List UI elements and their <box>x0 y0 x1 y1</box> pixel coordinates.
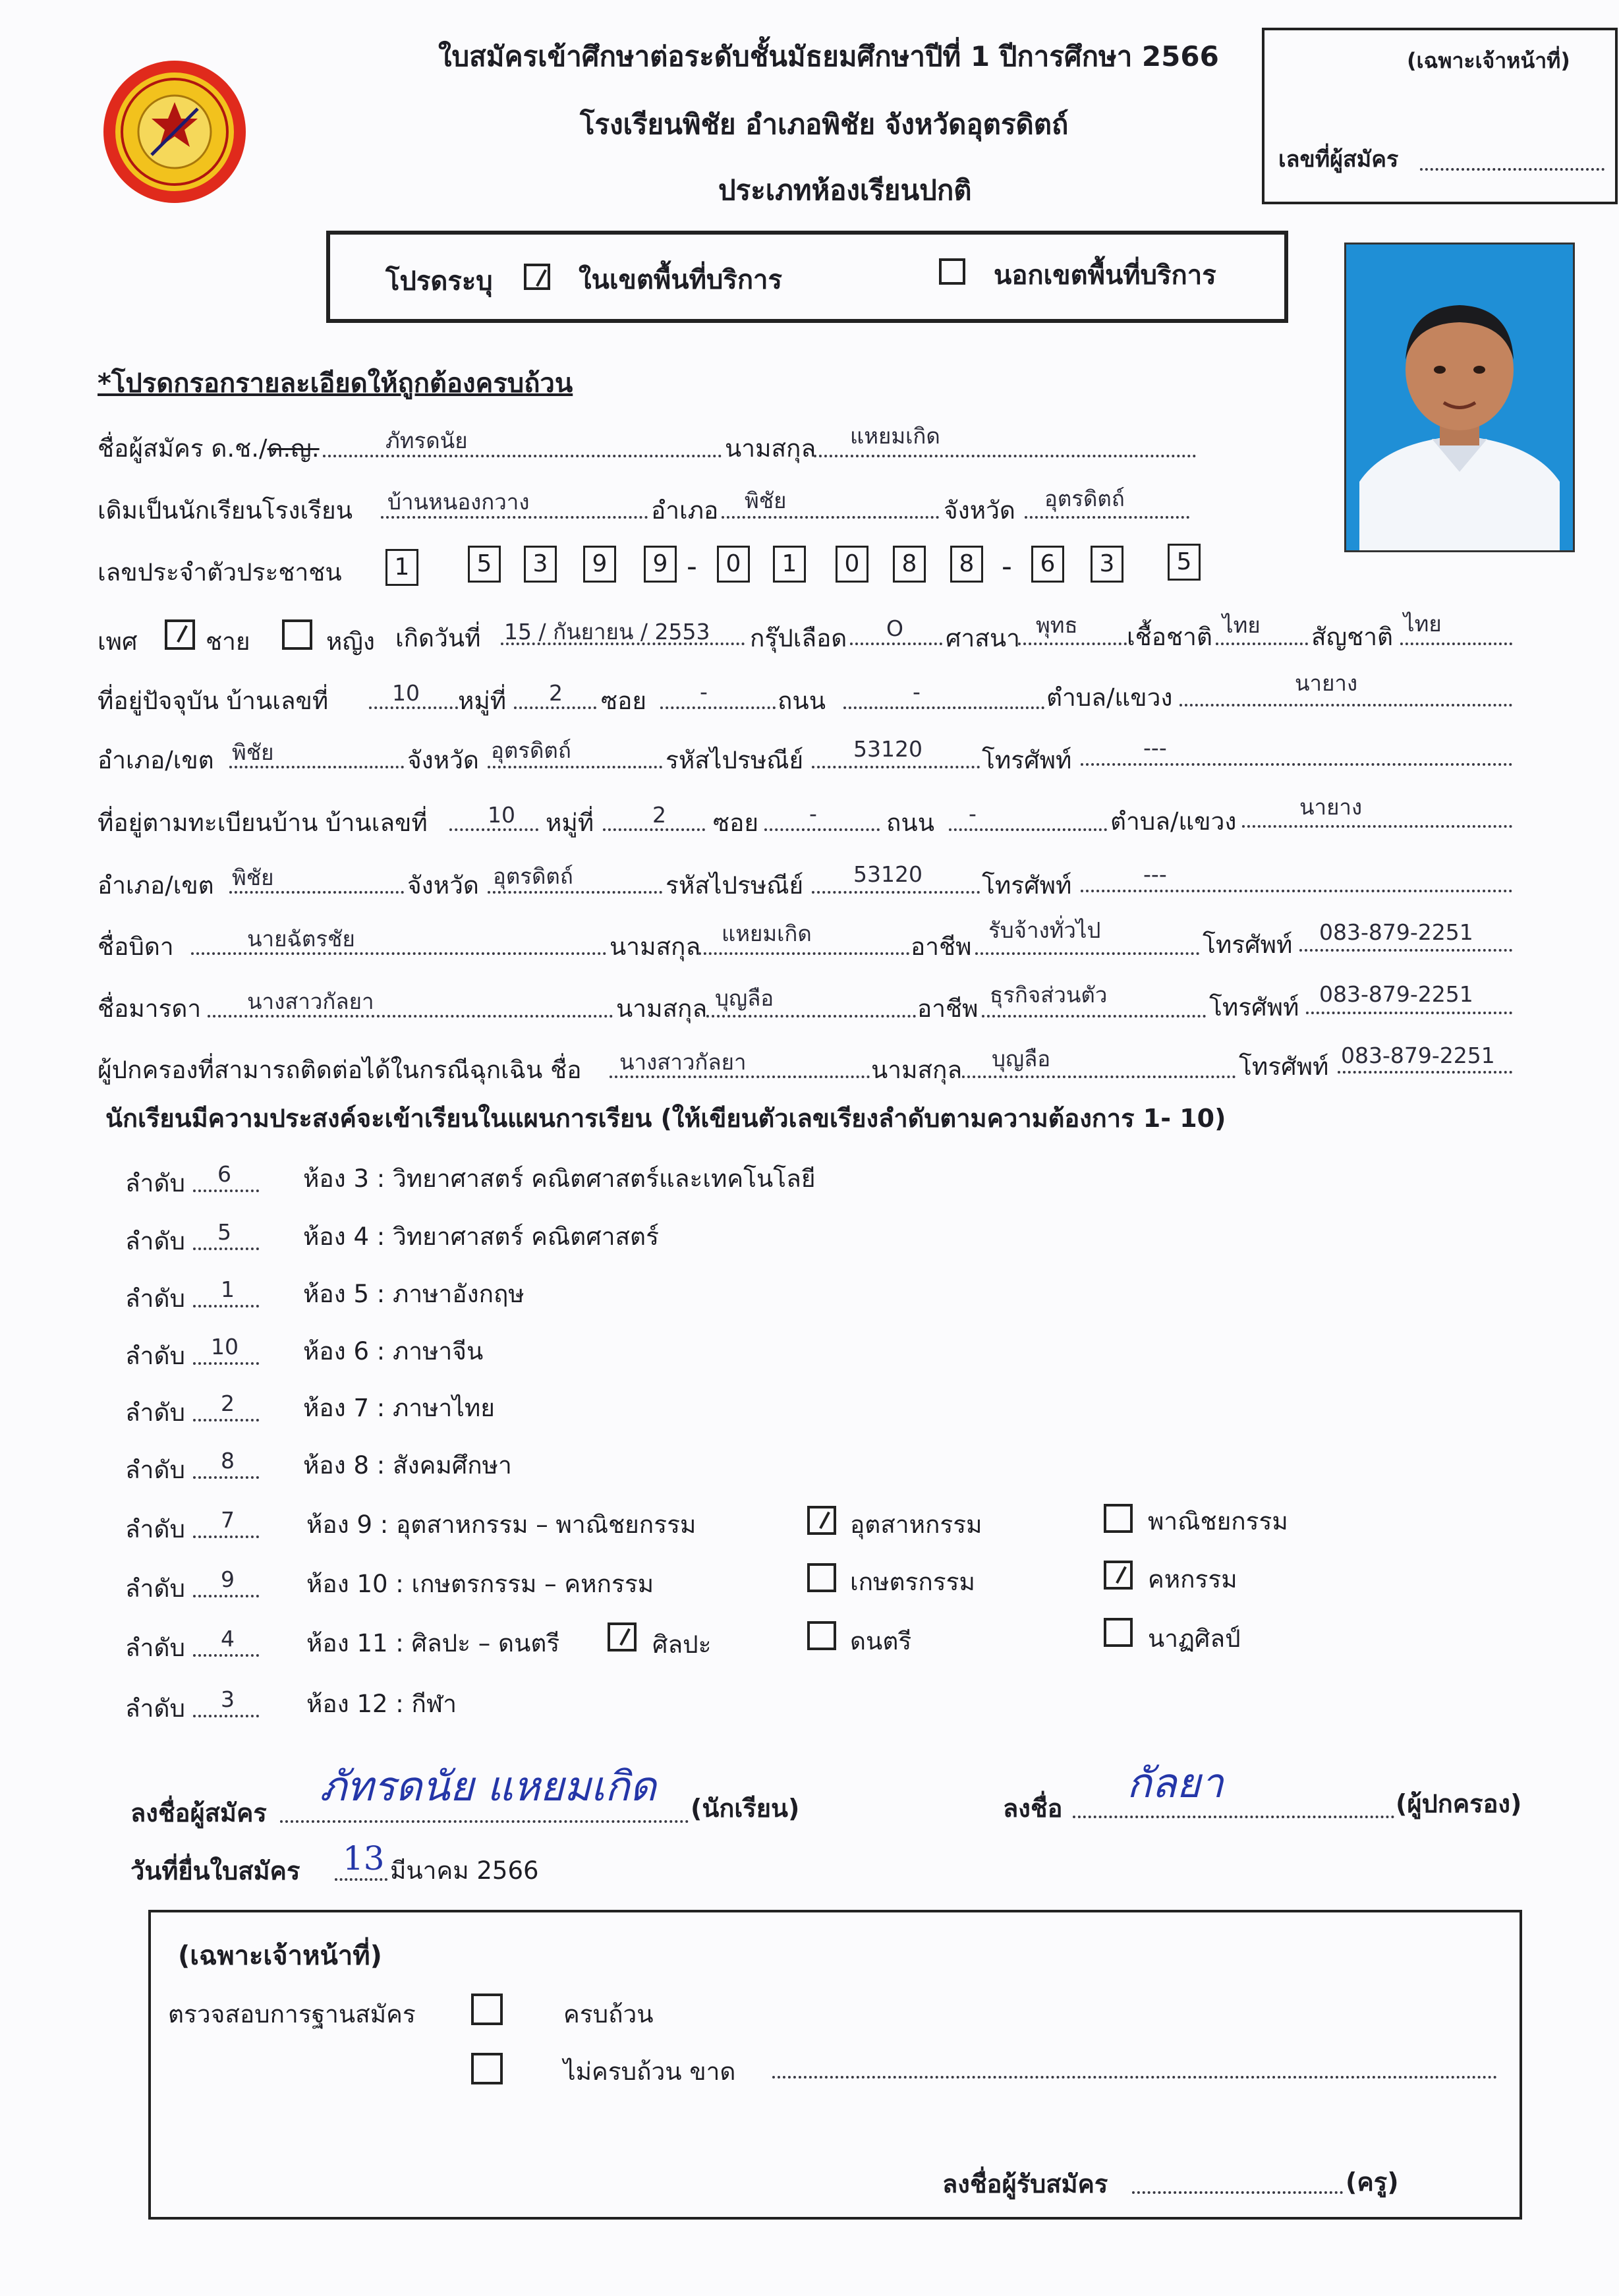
school-seal <box>99 56 250 208</box>
room-label-4: ห้อง 4 : วิทยาศาสตร์ คณิตศาสตร์ <box>303 1222 659 1251</box>
mother-phone-value[interactable]: 083-879-2251 <box>1319 981 1473 1007</box>
cur-soi-label: ซอย <box>601 687 647 715</box>
reg-road-line <box>949 828 1107 831</box>
reg-moo-value[interactable]: 2 <box>652 802 666 828</box>
blood-value[interactable]: O <box>886 616 903 641</box>
reg-province-line <box>488 891 662 894</box>
applicant-sign-line <box>280 1820 689 1823</box>
receiver-sign-label: ลงชื่อผู้รับสมัคร <box>942 2169 1108 2198</box>
area-label: โปรดระบุ <box>385 266 493 297</box>
out-area-checkbox[interactable] <box>939 258 965 285</box>
industry-checkbox[interactable] <box>807 1506 836 1535</box>
reg-phone-line <box>1081 890 1512 892</box>
surname-label: นามสกุล <box>725 434 816 463</box>
cur-phone-label: โทรศัพท์ <box>982 746 1072 774</box>
submit-day-line <box>335 1878 387 1881</box>
guardian-surname-line <box>962 1076 1236 1078</box>
rank-value-room10[interactable]: 9 <box>221 1566 235 1592</box>
mother-job-line <box>982 1015 1206 1018</box>
mother-name-line <box>208 1015 613 1018</box>
id-dash-2: - <box>1002 550 1012 583</box>
art-label: ศิลปะ <box>652 1630 712 1659</box>
id-digit-7[interactable]: 1 <box>773 546 806 583</box>
father-surname-line <box>698 952 909 955</box>
rank-line <box>193 1476 259 1479</box>
guardian-surname-label: นามสกุล <box>871 1056 963 1084</box>
reg-district-line <box>229 891 404 894</box>
student-suffix: (นักเรียน) <box>691 1794 800 1823</box>
applicant-name-label: ชื่อผู้สมัคร ด.ช./ด.ญ. <box>98 434 320 463</box>
rank-value-room5[interactable]: 1 <box>221 1277 235 1302</box>
registered-address-label: ที่อยู่ตามทะเบียนบ้าน บ้านเลขที่ <box>98 809 428 837</box>
music-checkbox[interactable] <box>807 1621 836 1650</box>
cur-soi-line <box>660 706 776 709</box>
id-digit-8[interactable]: 0 <box>836 546 868 583</box>
applicant-no-field[interactable] <box>1420 168 1605 171</box>
cur-phone-line <box>1081 763 1512 766</box>
rank-value-room4[interactable]: 5 <box>217 1219 231 1245</box>
commerce-checkbox[interactable] <box>1104 1504 1133 1533</box>
school-name: โรงเรียนพิชัย อำเภอพิชัย จังหวัดอุตรดิตถ์ <box>580 108 1069 140</box>
room-label-6: ห้อง 6 : ภาษาจีน <box>303 1337 484 1365</box>
mother-label: ชื่อมารดา <box>98 994 202 1023</box>
reg-phone-label: โทรศัพท์ <box>982 871 1072 900</box>
reg-road-value[interactable]: - <box>969 801 977 826</box>
rank-value-room6[interactable]: 10 <box>211 1334 239 1360</box>
missing-items-field[interactable] <box>772 2076 1497 2079</box>
reg-soi-line <box>764 828 880 831</box>
in-area-checkbox[interactable] <box>524 264 550 290</box>
national-id-label: เลขประจำตัวประชาชน <box>98 558 342 587</box>
reg-moo-line <box>603 828 705 831</box>
father-name-line <box>191 952 606 955</box>
rank-label: ลำดับ <box>125 1342 185 1370</box>
mother-job-label: อาชีพ <box>917 994 979 1023</box>
surname-line <box>814 455 1196 457</box>
dance-checkbox[interactable] <box>1104 1618 1133 1647</box>
prev-school-line <box>381 516 648 519</box>
rank-line <box>193 1654 259 1657</box>
father-label: ชื่อบิดา <box>98 933 174 961</box>
father-surname-value[interactable]: แหยมเกิด <box>722 921 812 946</box>
sex-label: เพศ <box>98 627 138 656</box>
prev-district-label: อำเภอ <box>651 496 719 525</box>
race-value[interactable]: ไทย <box>1222 612 1261 638</box>
current-address-label: ที่อยู่ปัจจุบัน บ้านเลขที่ <box>98 687 329 715</box>
father-job-label: อาชีพ <box>911 933 972 961</box>
room-label-8: ห้อง 8 : สังคมศึกษา <box>303 1451 512 1479</box>
guardian-signature[interactable]: กัลยา <box>1127 1759 1224 1807</box>
cur-postcode-label: รหัสไปรษณีย์ <box>666 746 804 774</box>
id-digit-10[interactable]: 8 <box>950 546 983 583</box>
rank-line <box>193 1362 259 1365</box>
receiver-sign-field[interactable] <box>1132 2191 1343 2194</box>
id-digit-11[interactable]: 6 <box>1031 546 1064 583</box>
reg-road-label: ถนน <box>886 809 934 837</box>
officer-title: (เฉพาะเจ้าหน้าที่) <box>178 1941 382 1971</box>
mother-surname-value[interactable]: บุญลือ <box>715 985 774 1011</box>
first-name-line <box>323 455 722 457</box>
guardian-sign-line <box>1073 1816 1394 1818</box>
rank-line <box>193 1419 259 1421</box>
rank-label: ลำดับ <box>125 1227 185 1255</box>
prev-school-label: เดิมเป็นนักเรียนโรงเรียน <box>98 496 353 525</box>
room-label-9: ห้อง 9 : อุตสาหกรรม – พาณิชยกรรม <box>306 1510 696 1539</box>
classroom-type: ประเภทห้องเรียนปกติ <box>718 174 972 206</box>
rank-line <box>193 1190 259 1192</box>
reg-soi-label: ซอย <box>713 809 759 837</box>
father-phone-label: โทรศัพท์ <box>1203 931 1293 959</box>
blood-label: กรุ๊ปเลือด <box>750 624 847 652</box>
out-area-label: นอกเขตพื้นที่บริการ <box>994 260 1216 291</box>
music-label: ดนตรี <box>850 1627 912 1655</box>
cur-soi-value[interactable]: - <box>700 679 708 704</box>
reg-subdistrict-value[interactable]: นายาง <box>1299 794 1363 820</box>
rank-label: ลำดับ <box>125 1398 185 1427</box>
rank-label: ลำดับ <box>125 1456 185 1484</box>
art-checkbox[interactable] <box>608 1622 637 1651</box>
dob-label: เกิดวันที่ <box>395 624 481 652</box>
in-area-label: ในเขตพื้นที่บริการ <box>579 265 782 295</box>
nationality-line <box>1400 643 1512 645</box>
guardian-name-line <box>610 1076 870 1078</box>
guardian-sign-label: ลงชื่อ <box>1003 1794 1063 1823</box>
rank-value-room3[interactable]: 6 <box>217 1161 231 1187</box>
id-dash-1: - <box>687 550 697 583</box>
reg-soi-value[interactable]: - <box>809 801 817 826</box>
rank-label: ลำดับ <box>125 1634 185 1662</box>
reg-subdistrict-line <box>1242 825 1512 828</box>
guardian-phone-line <box>1338 1071 1512 1074</box>
rank-value-room11[interactable]: 4 <box>221 1626 235 1651</box>
guardian-suffix: (ผู้ปกครอง) <box>1396 1789 1522 1818</box>
cur-subdistrict-value[interactable]: นายาง <box>1295 670 1358 696</box>
mother-phone-label: โทรศัพท์ <box>1209 993 1299 1021</box>
guardian-name-value[interactable]: นางสาวกัลยา <box>619 1049 747 1075</box>
room-label-11: ห้อง 11 : ศิลปะ – ดนตรี <box>306 1629 560 1657</box>
cur-subdistrict-line <box>1179 704 1512 706</box>
officer-only-label: (เฉพาะเจ้าหน้าที่) <box>1407 48 1570 73</box>
reg-postcode-value[interactable]: 53120 <box>853 861 923 887</box>
reg-district-label: อำเภอ/เขต <box>98 871 214 900</box>
rank-label: ลำดับ <box>125 1284 185 1313</box>
prev-province-label: จังหวัด <box>944 496 1015 525</box>
mother-job-value[interactable]: ธุรกิจส่วนตัว <box>990 982 1108 1008</box>
agriculture-label: เกษตรกรรม <box>850 1568 975 1596</box>
applicant-sign-label: ลงชื่อผู้สมัคร <box>130 1798 267 1827</box>
complete-label: ครบถ้วน <box>563 2000 654 2028</box>
race-label: เชื้อชาติ <box>1127 623 1212 651</box>
guardian-phone-label: โทรศัพท์ <box>1239 1052 1329 1081</box>
father-surname-label: นามสกุล <box>610 933 701 961</box>
religion-line <box>1018 643 1127 645</box>
female-checkbox[interactable] <box>282 619 312 650</box>
receiver-suffix: (ครู) <box>1346 2167 1399 2196</box>
cur-house-value[interactable]: 10 <box>392 680 420 706</box>
struck-title: ด.ญ. <box>267 434 320 463</box>
room-label-12: ห้อง 12 : กีฬา <box>306 1690 457 1718</box>
rank-value-room8[interactable]: 8 <box>221 1448 235 1474</box>
mother-name-value[interactable]: นางสาวกัลยา <box>247 989 374 1014</box>
dob-value[interactable]: 15 / กันยายน / 2553 <box>504 619 710 645</box>
home-ec-checkbox[interactable] <box>1104 1561 1133 1590</box>
cur-subdistrict-label: ตำบล/แขวง <box>1046 683 1173 712</box>
cur-moo-label: หมู่ที่ <box>458 687 507 715</box>
form-title: ใบสมัครเข้าศึกษาต่อระดับชั้นมัธยมศึกษาปีที่ 1 ปีการศึกษา 2566 <box>438 40 1219 72</box>
id-digit-3[interactable]: 3 <box>524 546 557 583</box>
mother-surname-line <box>706 1015 916 1018</box>
reg-moo-label: หมู่ที่ <box>546 809 594 837</box>
cur-moo-line <box>514 706 596 709</box>
reg-province-value[interactable]: อุตรดิตถ์ <box>493 863 573 889</box>
religion-value[interactable]: พุทธ <box>1036 612 1078 638</box>
room-label-3: ห้อง 3 : วิทยาศาสตร์ คณิตศาสตร์และเทคโนโลยี <box>303 1164 816 1193</box>
cur-district-label: อำเภอ/เขต <box>98 746 214 774</box>
female-label: หญิง <box>326 627 375 656</box>
father-phone-value[interactable]: 083-879-2251 <box>1319 919 1473 945</box>
cur-postcode-line <box>812 766 980 768</box>
cur-road-value[interactable]: - <box>913 679 921 704</box>
nationality-label: สัญชาติ <box>1311 623 1394 651</box>
prev-school-value[interactable]: บ้านหนองกวาง <box>387 489 530 515</box>
reg-postcode-line <box>812 891 980 894</box>
reg-district-value[interactable]: พิชัย <box>232 865 274 890</box>
id-digit-1[interactable]: 1 <box>385 549 418 586</box>
father-job-line <box>975 952 1199 955</box>
program-heading: นักเรียนมีความประสงค์จะเข้าเรียนในแผนการเรียน (ให้เขียนตัวเลขเรียงลำดับตามความต้องการ 1- 10) <box>105 1104 1226 1133</box>
id-digit-4[interactable]: 9 <box>583 546 616 583</box>
room-label-10: ห้อง 10 : เกษตรกรรม – คหกรรม <box>306 1570 654 1598</box>
prev-district-value[interactable]: พิชัย <box>745 488 787 513</box>
rank-label: ลำดับ <box>125 1515 185 1543</box>
rank-label: ลำดับ <box>125 1169 185 1197</box>
incomplete-label: ไม่ครบถ้วน ขาด <box>563 2057 736 2086</box>
submit-day-value[interactable]: 13 <box>343 1839 385 1878</box>
agriculture-checkbox[interactable] <box>807 1563 836 1592</box>
prev-province-value[interactable]: อุตรดิตถ์ <box>1044 486 1125 511</box>
reg-province-label: จังหวัด <box>407 871 479 900</box>
father-phone-line <box>1299 949 1512 952</box>
father-name-value[interactable]: นายฉัตรชัย <box>247 926 355 952</box>
guardian-label: ผู้ปกครองที่สามารถติดต่อได้ในกรณีฉุกเฉิน ชื่อ <box>98 1056 582 1084</box>
room-label-5: ห้อง 5 : ภาษาอังกฤษ <box>303 1280 525 1308</box>
applicant-no-label: เลขที่ผู้สมัคร <box>1278 146 1399 173</box>
id-digit-6[interactable]: 0 <box>717 546 750 583</box>
male-checkbox[interactable] <box>165 619 195 650</box>
rank-line <box>193 1248 259 1250</box>
religion-label: ศาสนา <box>946 624 1020 652</box>
cur-district-value[interactable]: พิชัย <box>232 739 274 765</box>
commerce-label: พาณิชยกรรม <box>1148 1507 1288 1535</box>
rank-value-room9[interactable]: 7 <box>221 1507 235 1533</box>
cur-road-line <box>843 706 1044 709</box>
id-digit-2[interactable]: 5 <box>468 546 501 583</box>
applicant-signature[interactable]: ภัทรดนัย แหยมเกิด <box>320 1762 656 1810</box>
cur-moo-value[interactable]: 2 <box>549 680 563 706</box>
id-digit-13[interactable]: 5 <box>1168 544 1201 581</box>
home-ec-label: คหกรรม <box>1148 1565 1237 1593</box>
reg-postcode-label: รหัสไปรษณีย์ <box>666 871 804 900</box>
rank-label: ลำดับ <box>125 1574 185 1603</box>
cur-province-label: จังหวัด <box>407 746 479 774</box>
cur-postcode-value[interactable]: 53120 <box>853 736 923 762</box>
dance-label: นาฏศิลป์ <box>1148 1624 1241 1653</box>
id-digit-5[interactable]: 9 <box>644 546 677 583</box>
industry-label: อุตสาหกรรม <box>850 1510 982 1539</box>
cur-district-line <box>229 766 404 768</box>
rank-line <box>193 1535 259 1538</box>
guardian-phone-value[interactable]: 083-879-2251 <box>1341 1043 1495 1068</box>
mother-phone-line <box>1306 1012 1512 1014</box>
rank-line <box>193 1595 259 1597</box>
guardian-surname-value[interactable]: บุญลือ <box>992 1046 1051 1072</box>
reg-subdistrict-label: ตำบล/แขวง <box>1110 807 1237 836</box>
officer-check-label: ตรวจสอบการฐานสมัคร <box>168 2000 416 2028</box>
cur-province-value[interactable]: อุตรดิตถ์ <box>491 737 571 763</box>
prev-district-line <box>722 516 939 519</box>
instruction-text: *โปรดกรอกรายละเอียดให้ถูกต้องครบถ้วน <box>98 368 573 399</box>
submit-date-rest: มีนาคม 2566 <box>390 1856 539 1885</box>
reg-house-line <box>449 828 538 831</box>
prev-province-line <box>1025 516 1189 519</box>
rank-value-room7[interactable]: 2 <box>221 1391 235 1416</box>
submit-date-label: วันที่ยื่นใบสมัคร <box>130 1856 300 1885</box>
incomplete-checkbox[interactable] <box>471 2053 503 2084</box>
id-digit-12[interactable]: 3 <box>1091 546 1123 583</box>
cur-phone-value[interactable]: --- <box>1143 735 1167 761</box>
cur-road-label: ถนน <box>778 687 826 715</box>
first-name-value[interactable]: ภัทรดนัย <box>385 428 468 453</box>
complete-checkbox[interactable] <box>471 1994 503 2025</box>
male-label: ชาย <box>206 627 250 656</box>
id-digit-9[interactable]: 8 <box>893 546 926 583</box>
mother-surname-label: นามสกุล <box>616 994 708 1023</box>
rank-label: ลำดับ <box>125 1694 185 1723</box>
reg-phone-value[interactable]: --- <box>1143 861 1167 887</box>
applicant-photo <box>1344 243 1575 552</box>
nationality-value[interactable]: ไทย <box>1404 611 1442 637</box>
cur-house-line <box>369 706 458 709</box>
blood-line <box>850 643 942 645</box>
race-line <box>1216 643 1308 645</box>
father-job-value[interactable]: รับจ้างทั่วไป <box>988 917 1101 943</box>
cur-province-line <box>488 766 662 768</box>
surname-value[interactable]: แหยมเกิด <box>850 423 940 449</box>
rank-line <box>193 1305 259 1307</box>
room-label-7: ห้อง 7 : ภาษาไทย <box>303 1394 495 1422</box>
reg-house-value[interactable]: 10 <box>488 802 515 828</box>
rank-value-room12[interactable]: 3 <box>221 1686 235 1712</box>
rank-line <box>193 1715 259 1717</box>
